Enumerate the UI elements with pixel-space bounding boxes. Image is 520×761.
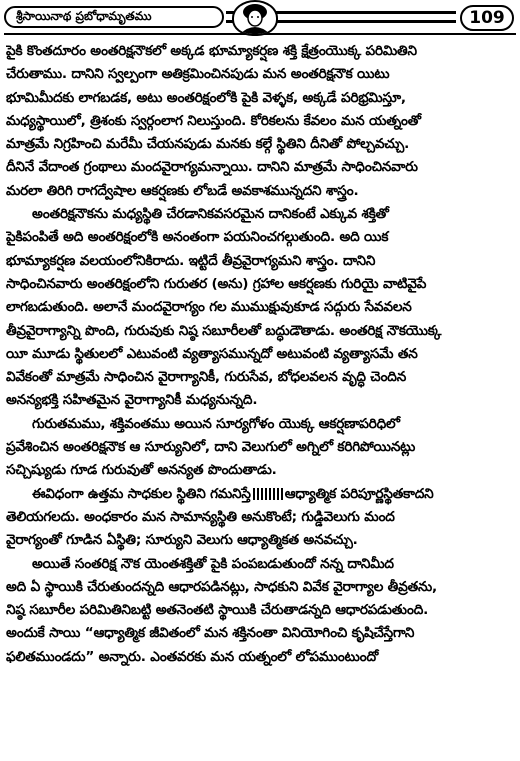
text-line: నిష్ఠ సబూరీల పరిమితినిబట్టి అతనెంతటి స్థాయికి చేరుతాడన్నది ఆధారపడుతుంది.: [6, 602, 429, 619]
text-line: పైకి కొంతదూరం అంతరిక్షనౌకలో అక్కడ భూమ్యాకర్షణ శక్తి క్షేత్రంయొక్క పరిమితిని: [6, 43, 417, 59]
text-segment: ఈవిధంగా ఉత్తమ సాధకుల స్థితిని గమనిస్తే: [32, 485, 251, 502]
text-line: వైరాగ్యంతో గూడిన ఏస్థితి; సూర్యుని వెలుగు ఆధ్యాత్మికత అనవచ్చు.: [6, 532, 358, 549]
text-line: మధ్యస్థాయిలో, త్రిశంకు స్వర్గంలాగ నిలుస్తుంది. కోరికలను కేవలం మన యత్నంతో: [6, 112, 421, 129]
text-line: లాగబడుతుంది. అలానే మందవైరాగ్యం గల ముముక్షువుకూడ సద్గురు సేవవలన: [6, 299, 412, 316]
sai-baba-portrait-icon: [232, 0, 278, 36]
text-line: [6, 483, 514, 506]
text-line: అంతరిక్షనౌకను మధ్యస్థితి చేరడానికవసరమైన దానికంటే ఎక్కువ శక్తితో: [32, 206, 389, 223]
text-segment: ఆధ్యాత్మిక పరిపూర్ణస్థితకాదని: [284, 485, 434, 502]
text-line: యీ మూడు స్థితులలో ఎటువంటి వ్యత్యాసమున్నదో అటువంటి వ్యత్యాసమే తన: [6, 345, 418, 362]
text-line: దీనినే వేదాంత గ్రంథాలు మందవైరాగ్యమన్నాయి. దానిని మాత్రమే సాధించినవారు: [6, 159, 418, 176]
text-line: పైకిపంపితే అది అంతరిక్షంలోకి అనంతంగా పయనించగల్గుతుంది. అది యిక: [6, 229, 389, 246]
text-line: భూమ్యాకర్షణ వలయంలోనికిరాదు. ఇట్టిదే తీవ్రవైరాగ్యమని శాస్త్రం. దానిని: [6, 252, 376, 269]
text-line: అది ఏ స్థాయికి చేరుతుందన్నది ఆధారపడినట్లు, సాధకుని వివేక వైరాగ్యాల తీవ్రతను,: [6, 578, 437, 595]
text-line: భూమిమీదకు లాగబడక, అటు అంతరిక్షంలోకి పైకి వెళ్ళక, అక్కడే పరిభ్రమిస్తూ,: [6, 89, 406, 106]
text-line: మరలా తిరిగి రాగద్వేషాల ఆకర్షణకు లోబడే అవకాశమున్నదని శాస్త్రం.: [6, 182, 359, 199]
text-line: గురుతమము, శక్తివంతము అయిన సూర్యగోళం యొక్క ఆకర్షణాపరిధిలో: [32, 415, 400, 432]
ink-smudge: [253, 488, 283, 500]
book-title-badge: [4, 6, 224, 28]
text-line: వివేకంతో మాత్రమే సాధించిన వైరాగ్యానికీ, గురుసేవ, బోధలవలన వృద్ధి చెందిన: [6, 369, 407, 386]
text-line: మాత్రమే నిగ్రహించి మరేమీ చేయనపుడు మనకు కల్గే స్థితిని దీనితో పోల్చవచ్చు.: [6, 136, 410, 153]
text-line: సాధించినవారు అంతరిక్షంలోని గురుతర (అను) గ్రహాల ఆకర్షణకు గురియై వాటివైపే: [6, 275, 427, 292]
page-number: 109: [460, 5, 514, 31]
text-line: అందుకే సాయి “ఆధ్యాత్మిక జీవితంలో మన శక్తినంతా వినియోగించి కృషిచేస్తేగాని: [6, 625, 415, 642]
body-text: [6, 40, 514, 669]
text-line: ఫలితముండదు” అన్నారు. ఎంతవరకు మన యత్నంలో లోపముంటుందో: [6, 648, 379, 665]
text-line: అయితే సంతరిక్ష నౌక యెంతశక్తితో పైకి పంపబడుతుందో నన్న దానిమీద: [32, 555, 394, 572]
text-line: తెలియగలదు. అంధకారం మన సామాన్యస్థితి అనుకొంటే; గుడ్డివెలుగు మంద: [6, 508, 395, 525]
text-line: సచ్చిష్యుడు గూడ గురువుతో అనన్యత పొందుతాడు.: [6, 462, 277, 479]
book-title: శ్రీసాయినాథ ప్రబోధామృతము: [16, 8, 152, 23]
text-line: చేరుతాము. దానిని స్వల్పంగా అతిక్రమించినపుడు మన అంతరిక్షనౌక యిటు: [6, 66, 390, 83]
text-line: ప్రవేశించిన అంతరిక్షనౌక ఆ సూర్యునిలో, దాని వెలుగులో అగ్నిలో కరిగిపోయినట్లు: [6, 439, 416, 456]
text-line: తీవ్రవైరాగ్యాన్ని పొంది, గురువుకు నిష్ఠ సబూరీలతో బద్ధుడౌతాడు. అంతరిక్ష నౌకయొక్క: [6, 322, 442, 339]
page-header: [0, 0, 520, 40]
text-line: అనన్యభక్తి సహితమైన వైరాగ్యానికీ మధ్యనున్నది.: [6, 392, 258, 409]
